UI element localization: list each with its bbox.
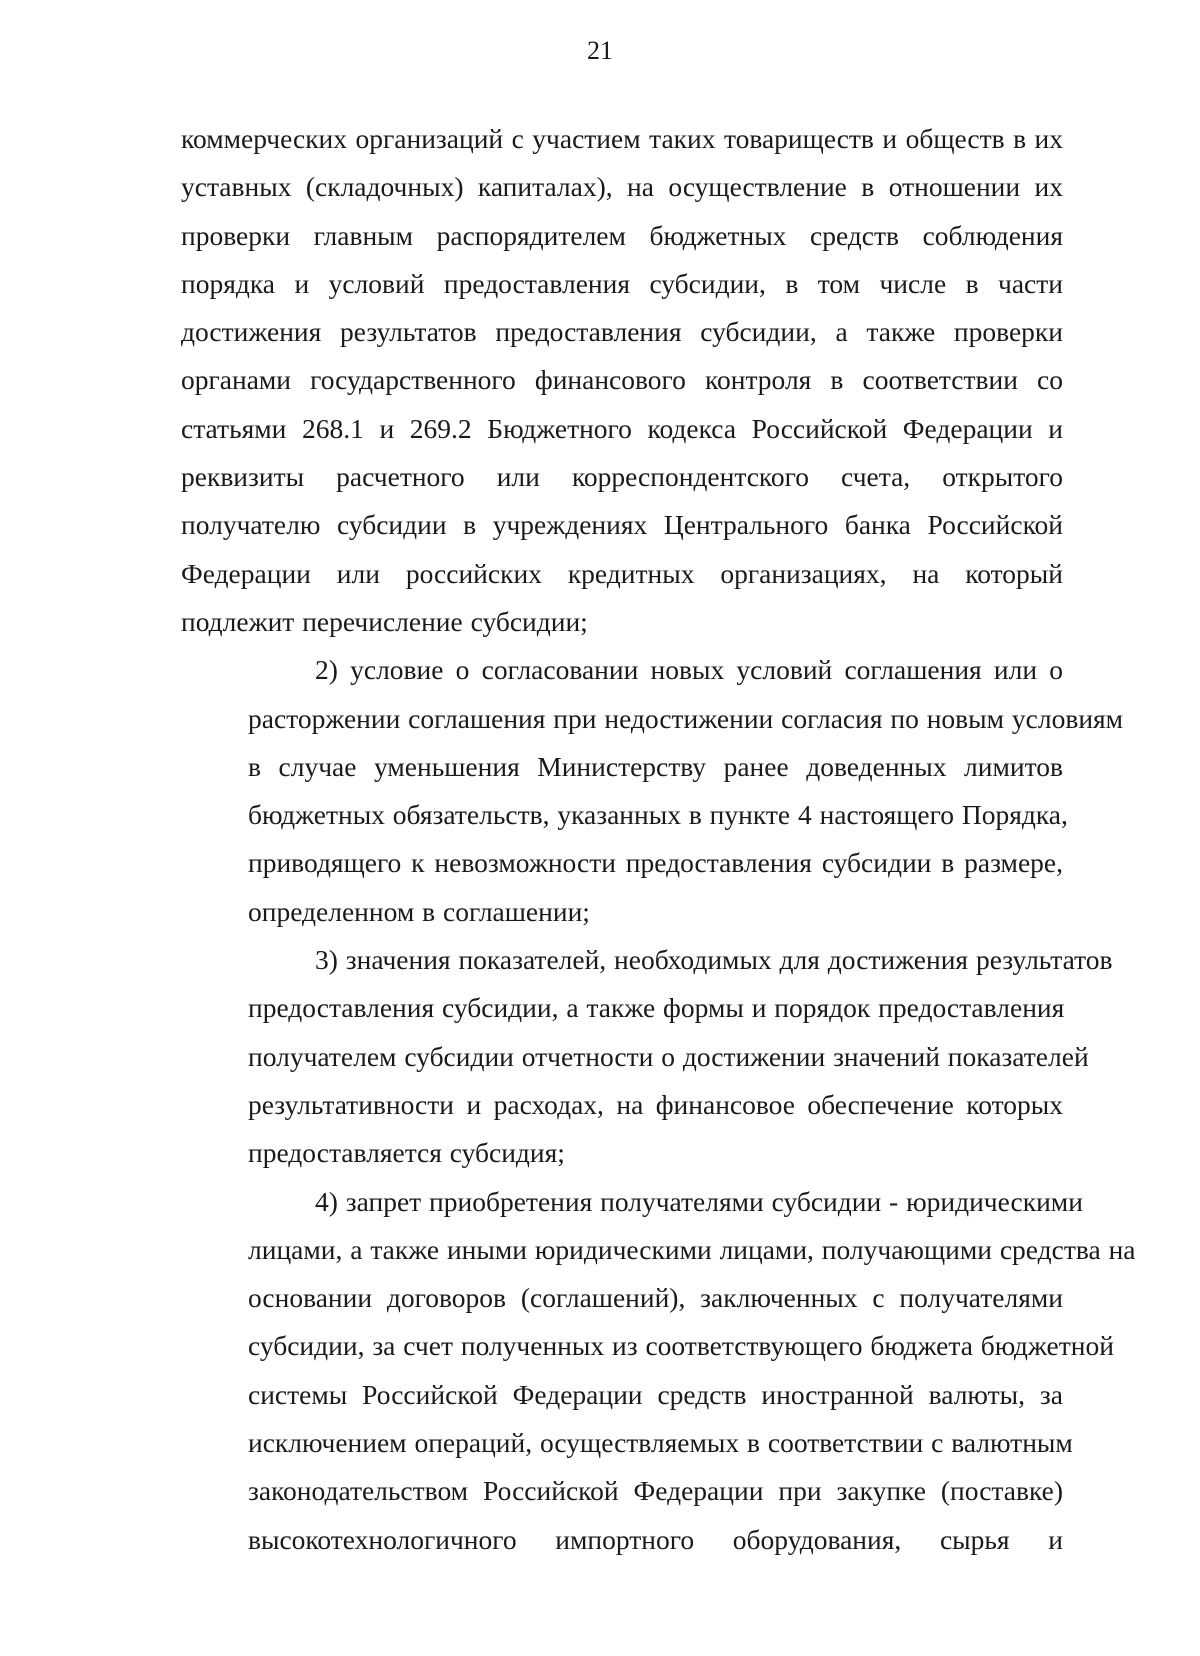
page-number: 21	[587, 36, 613, 65]
text-line: расторжении соглашения при недостижении согласия по новым условиям	[248, 702, 1124, 734]
document-body	[181, 115, 1136, 1564]
text-line: достижения результатов предоставления субсидии, а также проверки	[181, 316, 1063, 348]
paragraph-item-3	[181, 936, 1113, 1177]
text-line: проверки главным распорядителем бюджетных средств соблюдения	[181, 219, 1063, 251]
text-line: 2) условие о согласовании новых условий соглашения или о	[315, 654, 1063, 686]
paragraph-continuation	[181, 115, 1063, 646]
text-line: коммерческих организаций с участием таких товариществ и обществ в их	[181, 123, 1063, 154]
text-line: получателю субсидии в учреждениях Центрального банка Российской	[181, 509, 1063, 541]
text-line: уставных (складочных) капиталах), на осуществление в отношении их	[181, 171, 1063, 203]
text-line: бюджетных обязательств, указанных в пункте 4 настоящего Порядка,	[248, 799, 1068, 831]
text-line: получателем субсидии отчетности о достижении значений показателей	[248, 1040, 1089, 1072]
text-line: лицами, а также иными юридическими лицами, получающими средства на	[248, 1233, 1136, 1265]
text-line: результативности и расходах, на финансовое обеспечение которых	[248, 1088, 1063, 1120]
text-line: Федерации или российских кредитных организациях, на который	[181, 557, 1063, 589]
text-line: системы Российской Федерации средств иностранной валюты, за	[248, 1378, 1063, 1410]
text-line: 4) запрет приобретения получателями субсидии - юридическими	[315, 1185, 1083, 1217]
text-line: предоставляется субсидия;	[248, 1137, 565, 1169]
text-line: определенном в соглашении;	[248, 895, 590, 927]
text-line: приводящего к невозможности предоставления субсидии в размере,	[248, 847, 1063, 879]
text-line: исключением операций, осуществляемых в соответствии с валютным	[248, 1427, 1073, 1459]
text-line: законодательством Российской Федерации при закупке (поставке)	[248, 1475, 1063, 1507]
text-line: предоставления субсидии, а также формы и порядок предоставления	[248, 992, 1065, 1024]
text-line: подлежит перечисление субсидии;	[181, 605, 588, 637]
paragraph-item-2	[181, 646, 1124, 936]
text-line: основании договоров (соглашений), заключенных с получателями	[248, 1282, 1063, 1314]
text-line: статьями 268.1 и 269.2 Бюджетного кодекса Российской Федерации и	[181, 412, 1063, 444]
text-line: субсидии, за счет полученных из соответствующего бюджета бюджетной	[248, 1330, 1114, 1362]
text-line: в случае уменьшения Министерству ранее доведенных лимитов	[248, 750, 1063, 782]
paragraph-item-4	[181, 1178, 1136, 1564]
text-line: порядка и условий предоставления субсидии, в том числе в части	[181, 267, 1063, 299]
text-line: 3) значения показателей, необходимых для достижения результатов	[315, 944, 1113, 976]
text-line: реквизиты расчетного или корреспондентского счета, открытого	[181, 461, 1063, 493]
text-line: органами государственного финансового контроля в соответствии со	[181, 364, 1063, 396]
text-line: высокотехнологичного импортного оборудования, сырья и	[248, 1523, 1063, 1555]
